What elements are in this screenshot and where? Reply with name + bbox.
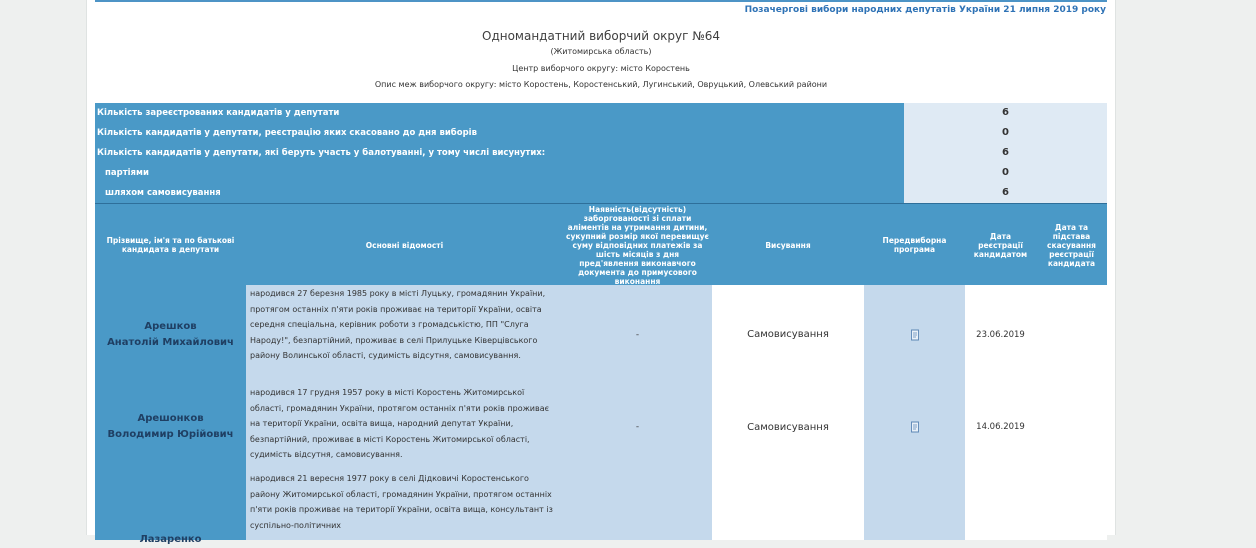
candidate-name[interactable] [95,470,246,545]
election-title-link[interactable]: Позачергові вибори народних депутатів України 21 липня 2019 року [744,5,1106,15]
summary-row [95,143,1107,163]
column-header-reg-date: Дата реєстрації кандидатом [973,231,1028,259]
candidate-cancel [1036,285,1107,384]
candidate-surname: Арешонков [137,413,204,424]
candidate-debt: - [563,285,712,384]
candidate-name[interactable] [95,285,246,384]
table-row [95,285,1107,384]
summary-value: 6 [904,143,1107,163]
candidate-cancel [1036,384,1107,470]
candidate-name[interactable] [95,384,246,470]
summary-row [95,183,1107,203]
column-header-program: Передвиборна програма [882,236,947,254]
candidate-nomination [712,470,864,540]
program-link[interactable] [864,384,965,470]
summary-label: Кількість зареєстрованих кандидатів у депутати [95,103,904,123]
candidate-nomination: Самовисування [712,285,864,384]
district-title: Одномандатний виборчий округ №64 [482,29,720,43]
candidate-reg-date: 14.06.2019 [965,384,1036,470]
summary-table [95,103,1107,203]
summary-row [95,103,1107,123]
summary-label: Кількість кандидатів у депутати, які беруть участь у балотуванні, у тому числі висунутих: [95,143,904,163]
summary-value: 6 [904,103,1107,123]
candidate-surname: Арешков [144,320,197,332]
top-divider [95,0,1107,2]
column-header-name: Прізвище, ім'я та по батькові кандидата в депутати [106,236,235,254]
candidate-nomination: Самовисування [712,384,864,470]
document-icon[interactable] [910,329,920,341]
candidate-debt [563,470,712,540]
candidate-info: народився 21 вересня 1977 року в селі Дідковичі Коростенського району Житомирської області, громадянин України, протягом останніх п'яти років проживає на території України, освіта вища, консультант із суспільно-політичних [246,470,563,540]
program-cell [864,470,965,540]
candidates-table-body [95,285,1107,545]
candidate-info: народився 27 березня 1985 року в місті Луцьку, громадянин України, протягом останніх п'яти років проживає на території України, освіта середня спеціальна, керівник роботи з громадськістю, ПП "Слуга Народу!", безпартійний, проживає в селі Прилуцьке Ківерцівського району Волинської області, судимість відсутня, самовисування. [246,285,563,384]
district-center: Центр виборчого округу: місто Коростень [512,64,690,73]
page-content [86,0,1116,545]
candidate-given-name: Володимир Юрійович [107,429,234,440]
candidate-surname: Лазаренко [139,534,202,545]
candidate-reg-date [965,470,1036,540]
program-link[interactable] [864,285,965,384]
summary-row [95,163,1107,183]
summary-value: 0 [904,163,1107,183]
column-header-debt: Наявність(відсутність) заборгованості зі сплати аліментів на утримання дитини, сукупний розмір якої перевищує суму відповідних платежів за шість місяців з дня пред'явлення виконавчого документа до примусового виконання [566,204,709,286]
column-header-cancel: Дата та підстава скасування реєстрації кандидата [1047,222,1096,268]
summary-row [95,123,1107,143]
candidate-debt: - [563,384,712,470]
summary-label: партіями [95,163,904,183]
district-region: (Житомирська область) [550,47,652,56]
summary-label: Кількість кандидатів у депутати, реєстрацію яких скасовано до дня виборів [95,123,904,143]
candidates-table-header [95,203,1107,286]
summary-label: шляхом самовисування [95,183,904,203]
table-row [95,470,1107,545]
district-borders: Опис меж виборчого округу: місто Коростень, Коростенський, Лугинський, Овруцький, Олевський райони [374,80,828,89]
document-icon[interactable] [910,421,920,433]
table-row [95,384,1107,470]
summary-value: 0 [904,123,1107,143]
candidate-cancel [1036,470,1107,540]
candidate-info: народився 17 грудня 1957 року в місті Коростень Житомирської області, громадянин України, протягом останніх п'яти років проживає на території України, освіта вища, народний депутат України, безпартійний, проживає в місті Коростень Житомирської області, судимість відсутня, самовисування. [246,384,563,470]
candidate-given-name: Анатолій Михайлович [107,336,234,348]
column-header-nomination: Висування [765,240,811,250]
column-header-info: Основні відомості [365,240,444,250]
candidate-reg-date: 23.06.2019 [965,285,1036,384]
summary-value: 6 [904,183,1107,203]
